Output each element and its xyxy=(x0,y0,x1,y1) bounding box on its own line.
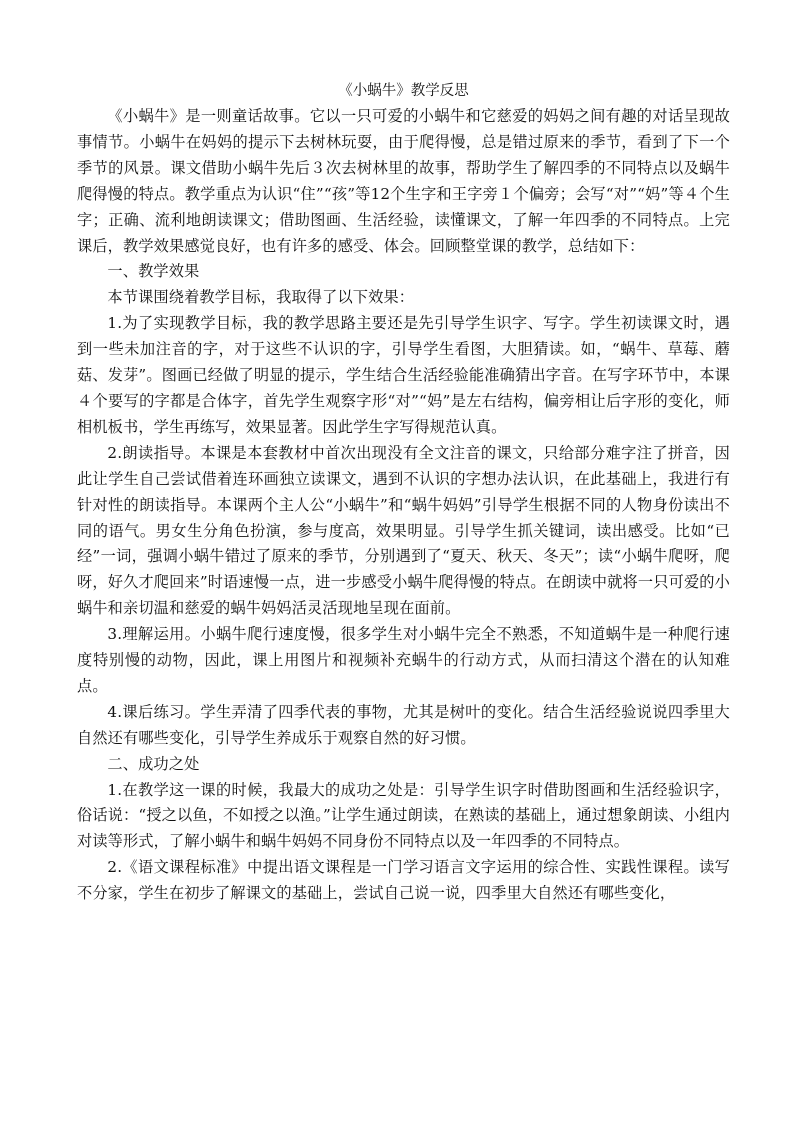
section-heading-teaching-effect: 一、教学效果 xyxy=(107,262,200,281)
document-title: 《小蜗牛》教学反思 xyxy=(338,83,469,99)
paragraph-effect-3: 3.理解运用。小蜗牛爬行速度慢，很多学生对小蜗牛完全不熟悉，不知道蜗牛是一种爬行速度特别慢的动物，因此，课上用图片和视频补充蜗牛的行动方式，从而扫清这个潜在的认知难点。 xyxy=(77,625,730,695)
section-heading-success: 二、成功之处 xyxy=(107,754,200,773)
paragraph-success-1: 1.在教学这一课的时候，我最大的成功之处是：引导学生识字时借助图画和生活经验识字，俗话说：“授之以鱼，不如授之以渔。”让学生通过朗读，在熟读的基础上，通过想象朗读、小组内对读等形式，了解小蜗牛和蜗牛妈妈不同身份不同特点以及一年四季的不同特点。 xyxy=(77,780,730,851)
paragraph-effect-2: 2.朗读指导。本课是本套教材中首次出现没有全文注音的课文，只给部分难字注了拼音，因此让学生自己尝试借着连环画独立读课文，遇到不认识的字想办法认识，在此基础上，我进行有针对性的朗读指导。本课两个主人公“小蜗牛”和“蜗牛妈妈”引导学生根据不同的人物身份读出不同的语气。男女生分角色扮演，参与度高，效果明显。引导学生抓关键词，读出感受。比如“已经”一词，强调小蜗牛错过了原来的季节，分别遇到了“夏天、秋天、冬天”；读“小蜗牛爬呀，爬呀，好久才爬回来”时语速慢一点，进一步感受小蜗牛爬得慢的特点。在朗读中就将一只可爱的小蜗牛和亲切温和慈爱的蜗牛妈妈活灵活现地呈现在面前。 xyxy=(77,443,730,618)
paragraph-effect-1: 1.为了实现教学目标，我的教学思路主要还是先引导学生识字、写字。学生初读课文时，遇到一些未加注音的字，对于这些不认识的字，引导学生看图，大胆猜读。如，“蜗牛、草莓、蘑菇、发芽”。图画已经做了明显的提示，学生结合生活经验能准确猜出字音。在写字环节中，本课４个要写的字都是合体字，首先学生观察字形“对”“妈”是左右结构，偏旁相让后字形的变化，师相机板书，学生再练写，效果显著。因此学生字写得规范认真。 xyxy=(77,314,730,436)
paragraph-success-2: 2.《语文课程标准》中提出语文课程是一门学习语言文字运用的综合性、实践性课程。读写不分家，学生在初步了解课文的基础上，尝试自己说一说，四季里大自然还有哪些变化， xyxy=(77,858,730,903)
paragraph-effect-summary: 本节课围绕着教学目标，我取得了以下效果： xyxy=(107,288,415,307)
document-page xyxy=(77,78,730,907)
paragraph-effect-4: 4.课后练习。学生弄清了四季代表的事物，尤其是树叶的变化。结合生活经验说说四季里大自然还有哪些变化，引导学生养成乐于观察自然的好习惯。 xyxy=(77,702,730,747)
paragraph-intro: 《小蜗牛》是一则童话故事。它以一只可爱的小蜗牛和它慈爱的妈妈之间有趣的对话呈现故事情节。小蜗牛在妈妈的提示下去树林玩耍，由于爬得慢，总是错过原来的季节，看到了下一个季节的风景。课文借助小蜗牛先后３次去树林里的故事，帮助学生了解四季的不同特点以及蜗牛爬得慢的特点。教学重点为认识“住”“孩”等12个生字和王字旁１个偏旁；会写“对”“妈”等４个生字；正确、流利地朗读课文；借助图画、生活经验，读懂课文，了解一年四季的不同特点。上完课后，教学效果感觉良好，也有许多的感受、体会。回顾整堂课的教学，总结如下： xyxy=(77,107,730,255)
